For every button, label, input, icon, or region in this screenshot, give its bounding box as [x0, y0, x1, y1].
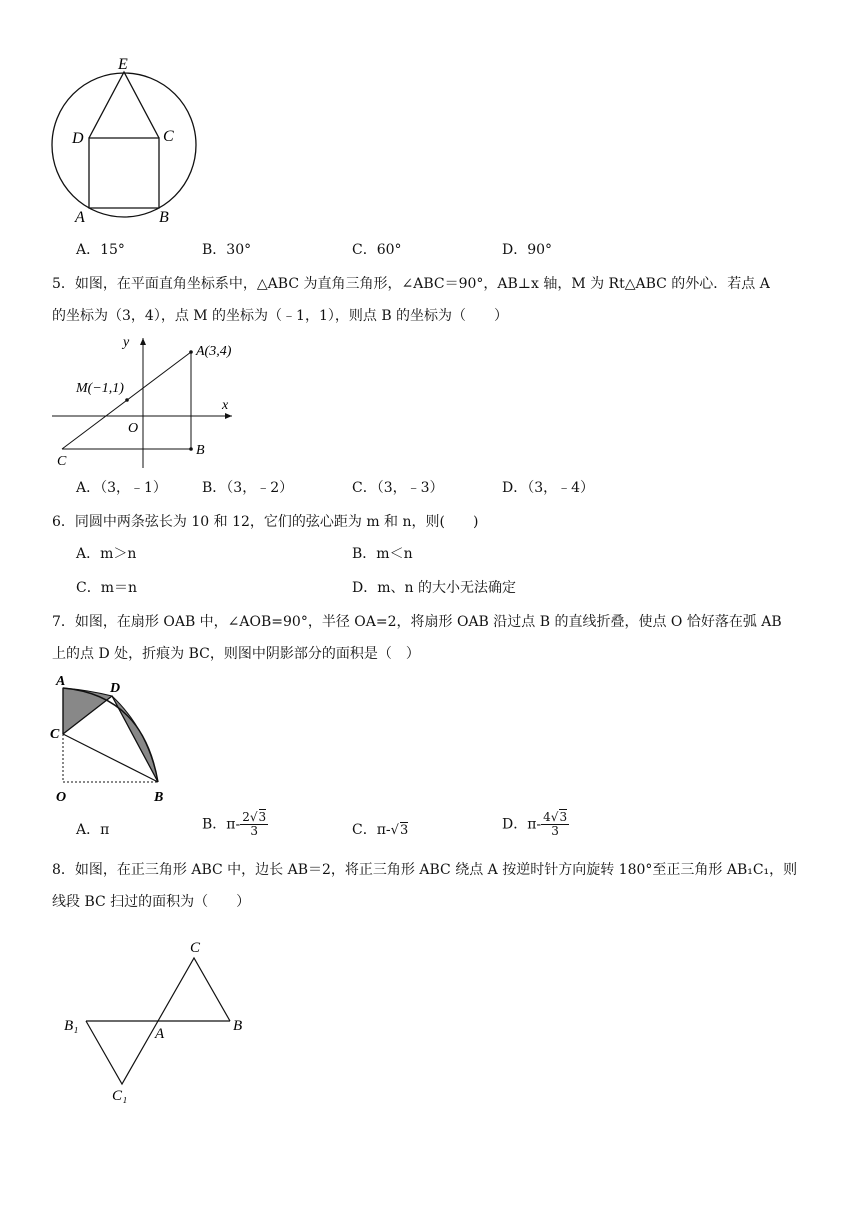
- q4-option-a: A．15°: [76, 242, 125, 258]
- q7-option-b-prefix: B．π-: [202, 816, 241, 833]
- q7-stem-line2: 上的点 D 处，折痕为 BC，则图中阴影部分的面积是（ ）: [52, 646, 420, 662]
- q5-label-o: O: [128, 421, 139, 436]
- q4-label-e: E: [118, 56, 128, 73]
- q7-option-d-den: 3: [551, 824, 559, 838]
- q4-label-a: A: [75, 209, 85, 226]
- q7-option-a: A．π: [76, 822, 110, 838]
- q5-option-d: D．（3，﹣4）: [502, 480, 595, 496]
- q8-figure: [60, 934, 260, 1109]
- q7-label-b: B: [154, 790, 164, 805]
- q5-stem-line1: 5．如图，在平面直角坐标系中，△ABC 为直角三角形，∠ABC＝90°，AB⊥x 轴，M 为 Rt△ABC 的外心．若点 A: [52, 276, 770, 292]
- q7-label-c: C: [50, 727, 60, 742]
- q5-label-m: M(−1,1): [76, 381, 124, 396]
- q7-option-d-num: 4: [543, 810, 551, 824]
- q4-option-b: B．30°: [202, 242, 252, 258]
- q7-figure: [48, 670, 178, 810]
- q5-stem-line2: 的坐标为（3，4），点 M 的坐标为（﹣1，1），则点 B 的坐标为（ ）: [52, 308, 509, 324]
- q7-label-a: A: [56, 674, 66, 689]
- q7-option-c: C．π-√3: [352, 822, 409, 838]
- q7-stem-line1: 7．如图，在扇形 OAB 中，∠AOB=90°，半径 OA=2，将扇形 OAB 沿过点 B 的直线折叠，使点 O 恰好落在弧 AB: [52, 614, 782, 630]
- q4-square: [89, 138, 159, 208]
- q8-stem-line1: 8．如图，在正三角形 ABC 中，边长 AB＝2，将正三角形 ABC 绕点 A 按逆时针方向旋转 180°至正三角形 AB₁C₁，则: [52, 862, 798, 878]
- q5-option-c: C．（3，﹣3）: [352, 480, 444, 496]
- q7-shade-1: [63, 688, 112, 734]
- q7-option-b-rad: 3: [258, 810, 267, 824]
- q5-option-b: B．（3，﹣2）: [202, 480, 294, 496]
- q5-figure: [50, 332, 250, 472]
- q5-option-a: A．（3，﹣1）: [76, 480, 167, 496]
- q5-label-a: A(3,4): [196, 344, 232, 359]
- q7-option-c-prefix: C．π-: [352, 822, 391, 838]
- q8-label-c1: C₁: [112, 1088, 128, 1104]
- q4-label-d: D: [72, 130, 84, 147]
- q8-stem-line2: 线段 BC 扫过的面积为（ ）: [52, 894, 251, 910]
- q8-label-a: A: [155, 1026, 165, 1042]
- q5-label-y: y: [123, 335, 130, 350]
- q7-option-d-fraction: $\frac{4√3}{3}$: [543, 810, 568, 838]
- q6-option-d: D．m、n 的大小无法确定: [352, 580, 516, 596]
- q7-label-d: D: [110, 681, 121, 696]
- q6-stem: 6．同圆中两条弦长为 10 和 12，它们的弦心距为 m 和 n，则( ): [52, 514, 479, 530]
- q7-label-o: O: [56, 790, 67, 805]
- q6-option-a: A．m＞n: [76, 546, 137, 562]
- q4-label-c: C: [163, 128, 174, 145]
- q5-label-c: C: [57, 454, 67, 469]
- q7-option-c-rad: 3: [399, 823, 409, 838]
- q4-option-d: D．90°: [502, 242, 553, 258]
- q7-option-d-prefix: D．π-: [502, 816, 542, 833]
- q5-label-x: x: [222, 398, 229, 413]
- q7-option-d-rad: 3: [559, 810, 568, 824]
- q6-option-b: B．m＜n: [352, 546, 413, 562]
- q7-option-b-fraction: $\frac{2√3}{3}$: [242, 810, 267, 838]
- q6-option-c: C．m＝n: [76, 580, 138, 596]
- q4-label-b: B: [159, 209, 169, 226]
- q4-triangle: [89, 72, 159, 138]
- q4-figure: [40, 50, 240, 230]
- q5-label-b: B: [196, 443, 205, 458]
- q7-option-d: [502, 811, 569, 838]
- q8-label-b1: B₁: [64, 1018, 79, 1034]
- q8-label-c: C: [190, 940, 201, 956]
- q4-option-c: C．60°: [352, 242, 402, 258]
- q8-label-b: B: [233, 1018, 243, 1034]
- q7-option-b: [202, 811, 268, 838]
- q7-option-b-den: 3: [250, 824, 259, 838]
- q7-option-b-num: 2: [242, 810, 250, 824]
